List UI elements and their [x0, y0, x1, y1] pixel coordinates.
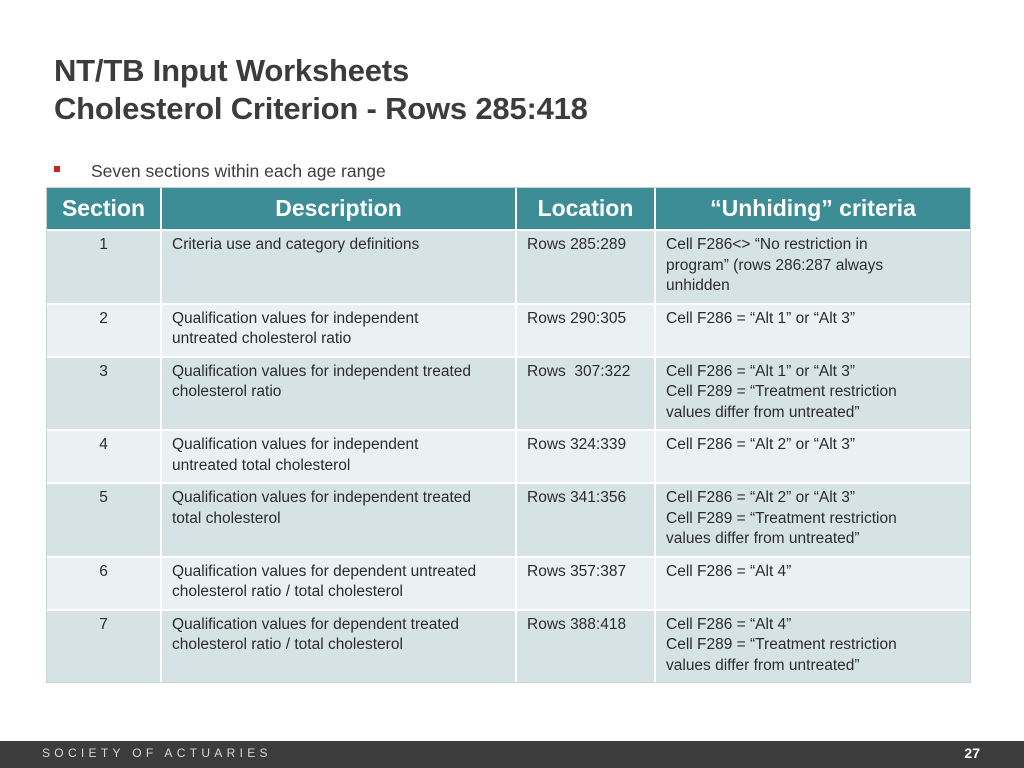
cell-criteria	[655, 483, 970, 557]
cell-section: 5	[47, 483, 161, 557]
cell-section: 3	[47, 357, 161, 431]
description-line: untreated cholesterol ratio	[172, 330, 352, 347]
title-line-1: NT/TB Input Worksheets	[54, 53, 409, 88]
header-description: Description	[161, 188, 516, 230]
header-location: Location	[516, 188, 655, 230]
cell-location: Rows 388:418	[516, 610, 655, 683]
table-row	[47, 430, 970, 483]
cell-location: Rows 357:387	[516, 557, 655, 610]
description-line: Qualification values for dependent untreated	[172, 562, 477, 580]
table-header-row	[47, 188, 970, 230]
description-line: Qualification values for independent	[172, 309, 419, 327]
cell-section: 4	[47, 430, 161, 483]
cell-description	[161, 483, 516, 557]
description-line: Criteria use and category definitions	[172, 236, 420, 253]
criteria-line: Cell F286<> “No restriction in	[666, 236, 868, 253]
criteria-line: Cell F286 = “Alt 1” or “Alt 3”	[666, 362, 856, 380]
cell-criteria	[655, 304, 970, 357]
footer-org-name: SOCIETY OF ACTUARIES	[42, 746, 272, 760]
slide-title	[54, 52, 588, 128]
cell-location: Rows 307:322	[516, 357, 655, 431]
description-line: cholesterol ratio / total cholesterol	[172, 583, 403, 600]
cell-section: 6	[47, 557, 161, 610]
cell-description	[161, 357, 516, 431]
criteria-line: Cell F289 = “Treatment restriction	[666, 383, 897, 400]
table-row	[47, 557, 970, 610]
bullet-item	[54, 160, 386, 182]
sections-table	[46, 187, 971, 683]
criteria-line: Cell F286 = “Alt 1” or “Alt 3”	[666, 309, 856, 327]
header-criteria: “Unhiding” criteria	[655, 188, 970, 230]
description-line: cholesterol ratio	[172, 383, 282, 400]
table-row	[47, 610, 970, 683]
table-row	[47, 483, 970, 557]
cell-criteria	[655, 610, 970, 683]
footer-bar	[0, 741, 1024, 768]
header-section: Section	[47, 188, 161, 230]
cell-criteria	[655, 430, 970, 483]
criteria-line: values differ from untreated”	[666, 403, 860, 421]
bullet-text: Seven sections within each age range	[91, 160, 386, 181]
cell-section: 2	[47, 304, 161, 357]
cell-location: Rows 324:339	[516, 430, 655, 483]
table-body	[47, 230, 970, 682]
criteria-line: values differ from untreated”	[666, 530, 860, 547]
cell-description	[161, 610, 516, 683]
criteria-line: program” (rows 286:287 always	[666, 256, 884, 274]
description-line: cholesterol ratio / total cholesterol	[172, 636, 403, 653]
cell-location: Rows 290:305	[516, 304, 655, 357]
criteria-line: Cell F286 = “Alt 4”	[666, 562, 792, 580]
criteria-line: Cell F286 = “Alt 2” or “Alt 3”	[666, 436, 856, 453]
cell-section: 7	[47, 610, 161, 683]
description-line: Qualification values for independent treated	[172, 362, 472, 380]
table-row	[47, 304, 970, 357]
cell-description	[161, 430, 516, 483]
page-number: 27	[964, 745, 980, 761]
cell-location: Rows 285:289	[516, 230, 655, 304]
table-row	[47, 230, 970, 304]
description-line: total cholesterol	[172, 509, 281, 527]
criteria-line: Cell F286 = “Alt 4”	[666, 615, 792, 633]
cell-description	[161, 304, 516, 357]
square-bullet-icon	[54, 166, 60, 172]
criteria-line: Cell F289 = “Treatment restriction	[666, 636, 897, 653]
cell-section: 1	[47, 230, 161, 304]
cell-location: Rows 341:356	[516, 483, 655, 557]
title-line-2: Cholesterol Criterion - Rows 285:418	[54, 91, 588, 126]
cell-criteria	[655, 357, 970, 431]
description-line: Qualification values for independent treated	[172, 489, 472, 506]
criteria-line: unhidden	[666, 277, 730, 294]
description-line: Qualification values for dependent treated	[172, 615, 459, 633]
table-row	[47, 357, 970, 431]
cell-description	[161, 557, 516, 610]
description-line: Qualification values for independent	[172, 436, 419, 453]
criteria-line: values differ from untreated”	[666, 656, 860, 674]
cell-criteria	[655, 230, 970, 304]
cell-criteria	[655, 557, 970, 610]
cell-description	[161, 230, 516, 304]
description-line: untreated total cholesterol	[172, 456, 351, 474]
criteria-line: Cell F286 = “Alt 2” or “Alt 3”	[666, 489, 856, 506]
criteria-line: Cell F289 = “Treatment restriction	[666, 509, 897, 527]
